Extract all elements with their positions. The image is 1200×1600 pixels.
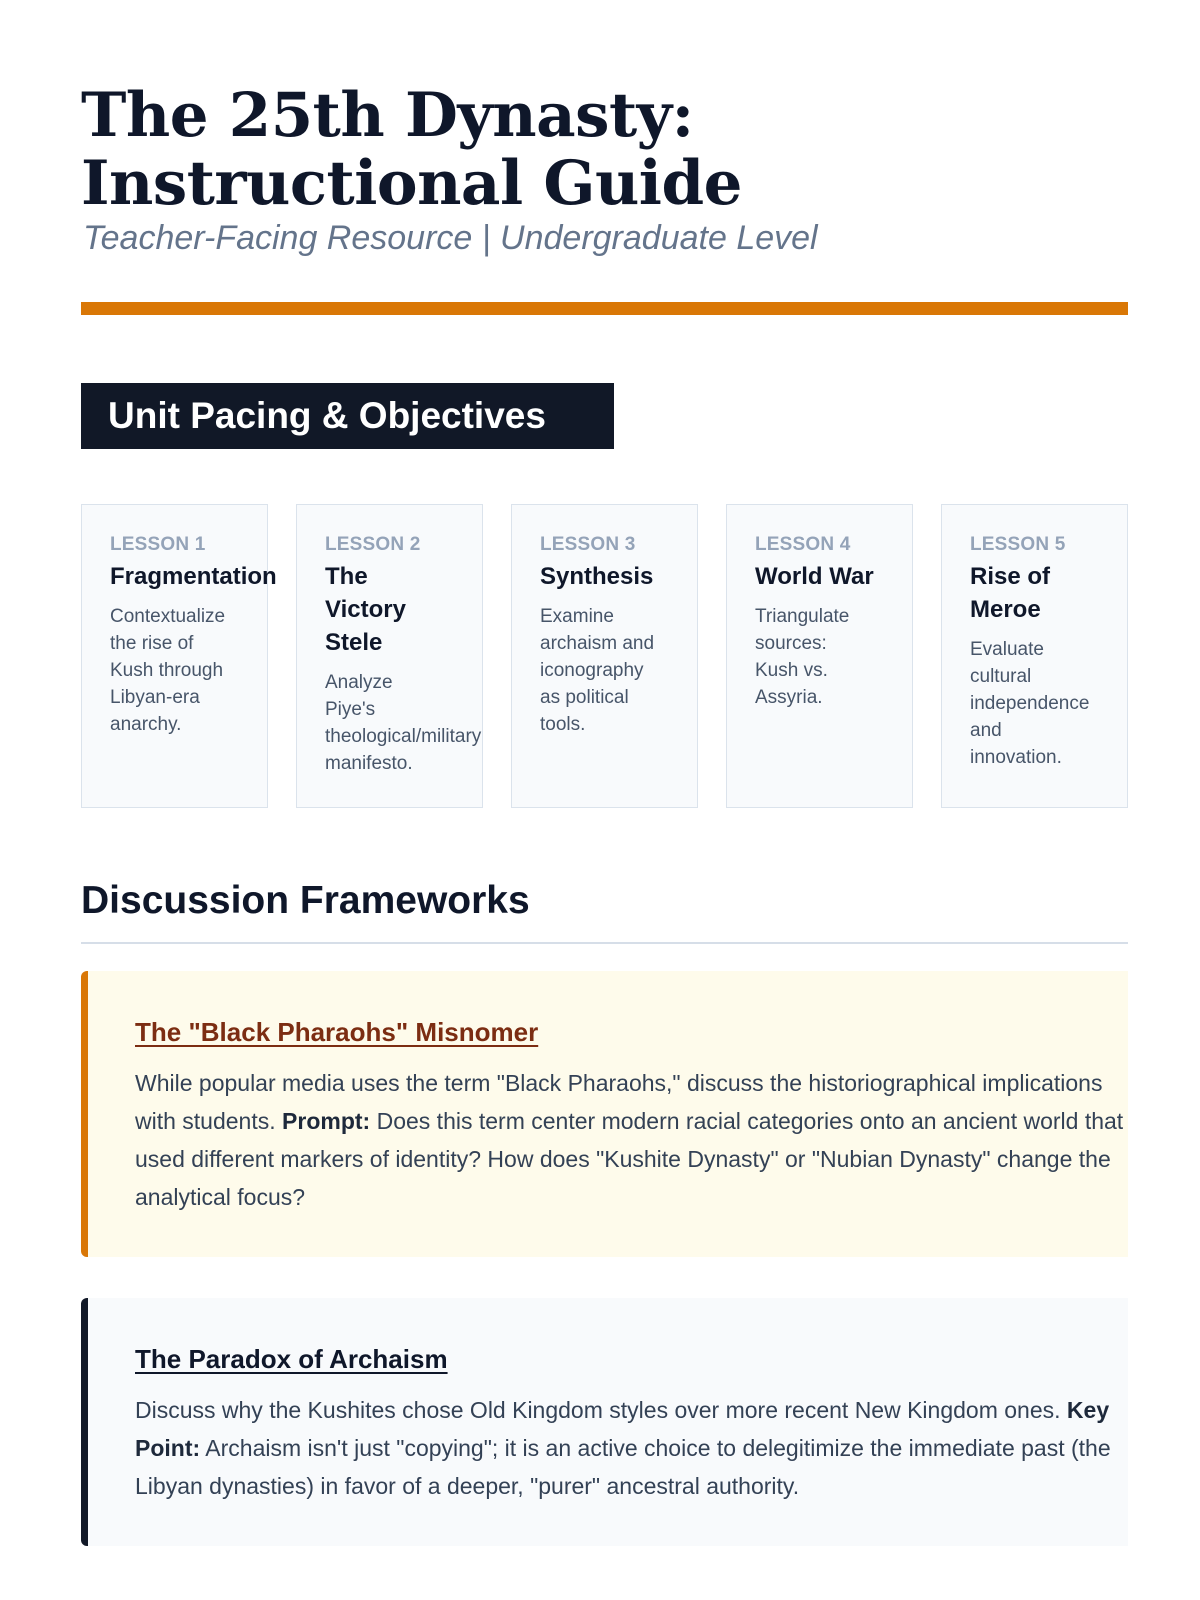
lesson-label: LESSON 2 (325, 534, 421, 555)
discussion-card-archaism (81, 1298, 1128, 1546)
card-body-key-label: Prompt: (282, 1108, 371, 1134)
discussion-section-heading: Discussion Frameworks (81, 879, 530, 922)
page-title: The 25th Dynasty: Instructional Guide (81, 80, 742, 219)
lesson-description: Evaluate cultural independence and innovation. (970, 639, 1090, 768)
page-subtitle: Teacher-Facing Resource | Undergraduate Level (83, 219, 818, 257)
section-divider (81, 942, 1128, 944)
discussion-card-misnomer (81, 971, 1128, 1257)
lesson-description: Examine archaism and iconography as political tools. (540, 606, 655, 735)
lesson-label: LESSON 1 (110, 534, 206, 555)
card-body-key-label: Key Point: (135, 1397, 1110, 1461)
pacing-section-heading: Unit Pacing & Objectives (81, 383, 614, 449)
lesson-title: World War (755, 563, 874, 590)
lesson-label: LESSON 3 (540, 534, 636, 555)
lesson-label: LESSON 5 (970, 534, 1066, 555)
lesson-card-2 (296, 504, 483, 808)
discussion-card-body (135, 1391, 1125, 1505)
lesson-card-3 (511, 504, 698, 808)
card-body-lead: While popular media uses the term "Black Pharaohs," discuss the historiographical implications with students. (135, 1070, 1103, 1134)
lesson-title: Rise of Meroe (970, 563, 1051, 623)
card-body-lead: Discuss why the Kushites chose Old Kingdom styles over more recent New Kingdom ones. (135, 1397, 1061, 1423)
discussion-card-title: The Paradox of Archaism (135, 1344, 448, 1374)
lesson-card-1 (81, 504, 277, 808)
lesson-title: Synthesis (540, 563, 654, 590)
lesson-cards (81, 504, 1128, 808)
lesson-title: The Victory Stele (325, 563, 406, 656)
lesson-label: LESSON 4 (755, 534, 851, 555)
lesson-description: Contextualize the rise of Kush through Libyan-era anarchy. (110, 606, 226, 735)
accent-divider (81, 302, 1128, 315)
card-body-rest: Does this term center modern racial categories onto an ancient world that used different markers of identity? How does "Kushite Dynasty" or "Nubian Dynasty" change the analytical focus? (135, 1108, 1124, 1210)
lesson-title: Fragmentation (110, 563, 277, 590)
discussion-card-title: The "Black Pharaohs" Misnomer (135, 1017, 539, 1047)
lesson-card-4 (726, 504, 913, 808)
card-body-rest: Archaism isn't just "copying"; it is an active choice to delegitimize the immediate past (the Libyan dynasties) in favor of a deeper, "purer" ancestral authority. (135, 1435, 1111, 1499)
discussion-card-body (135, 1064, 1125, 1216)
lesson-card-5 (941, 504, 1128, 808)
lesson-description: Analyze Piye's theological/military manifesto. (325, 672, 482, 774)
lesson-description: Triangulate sources: Kush vs. Assyria. (755, 606, 850, 708)
